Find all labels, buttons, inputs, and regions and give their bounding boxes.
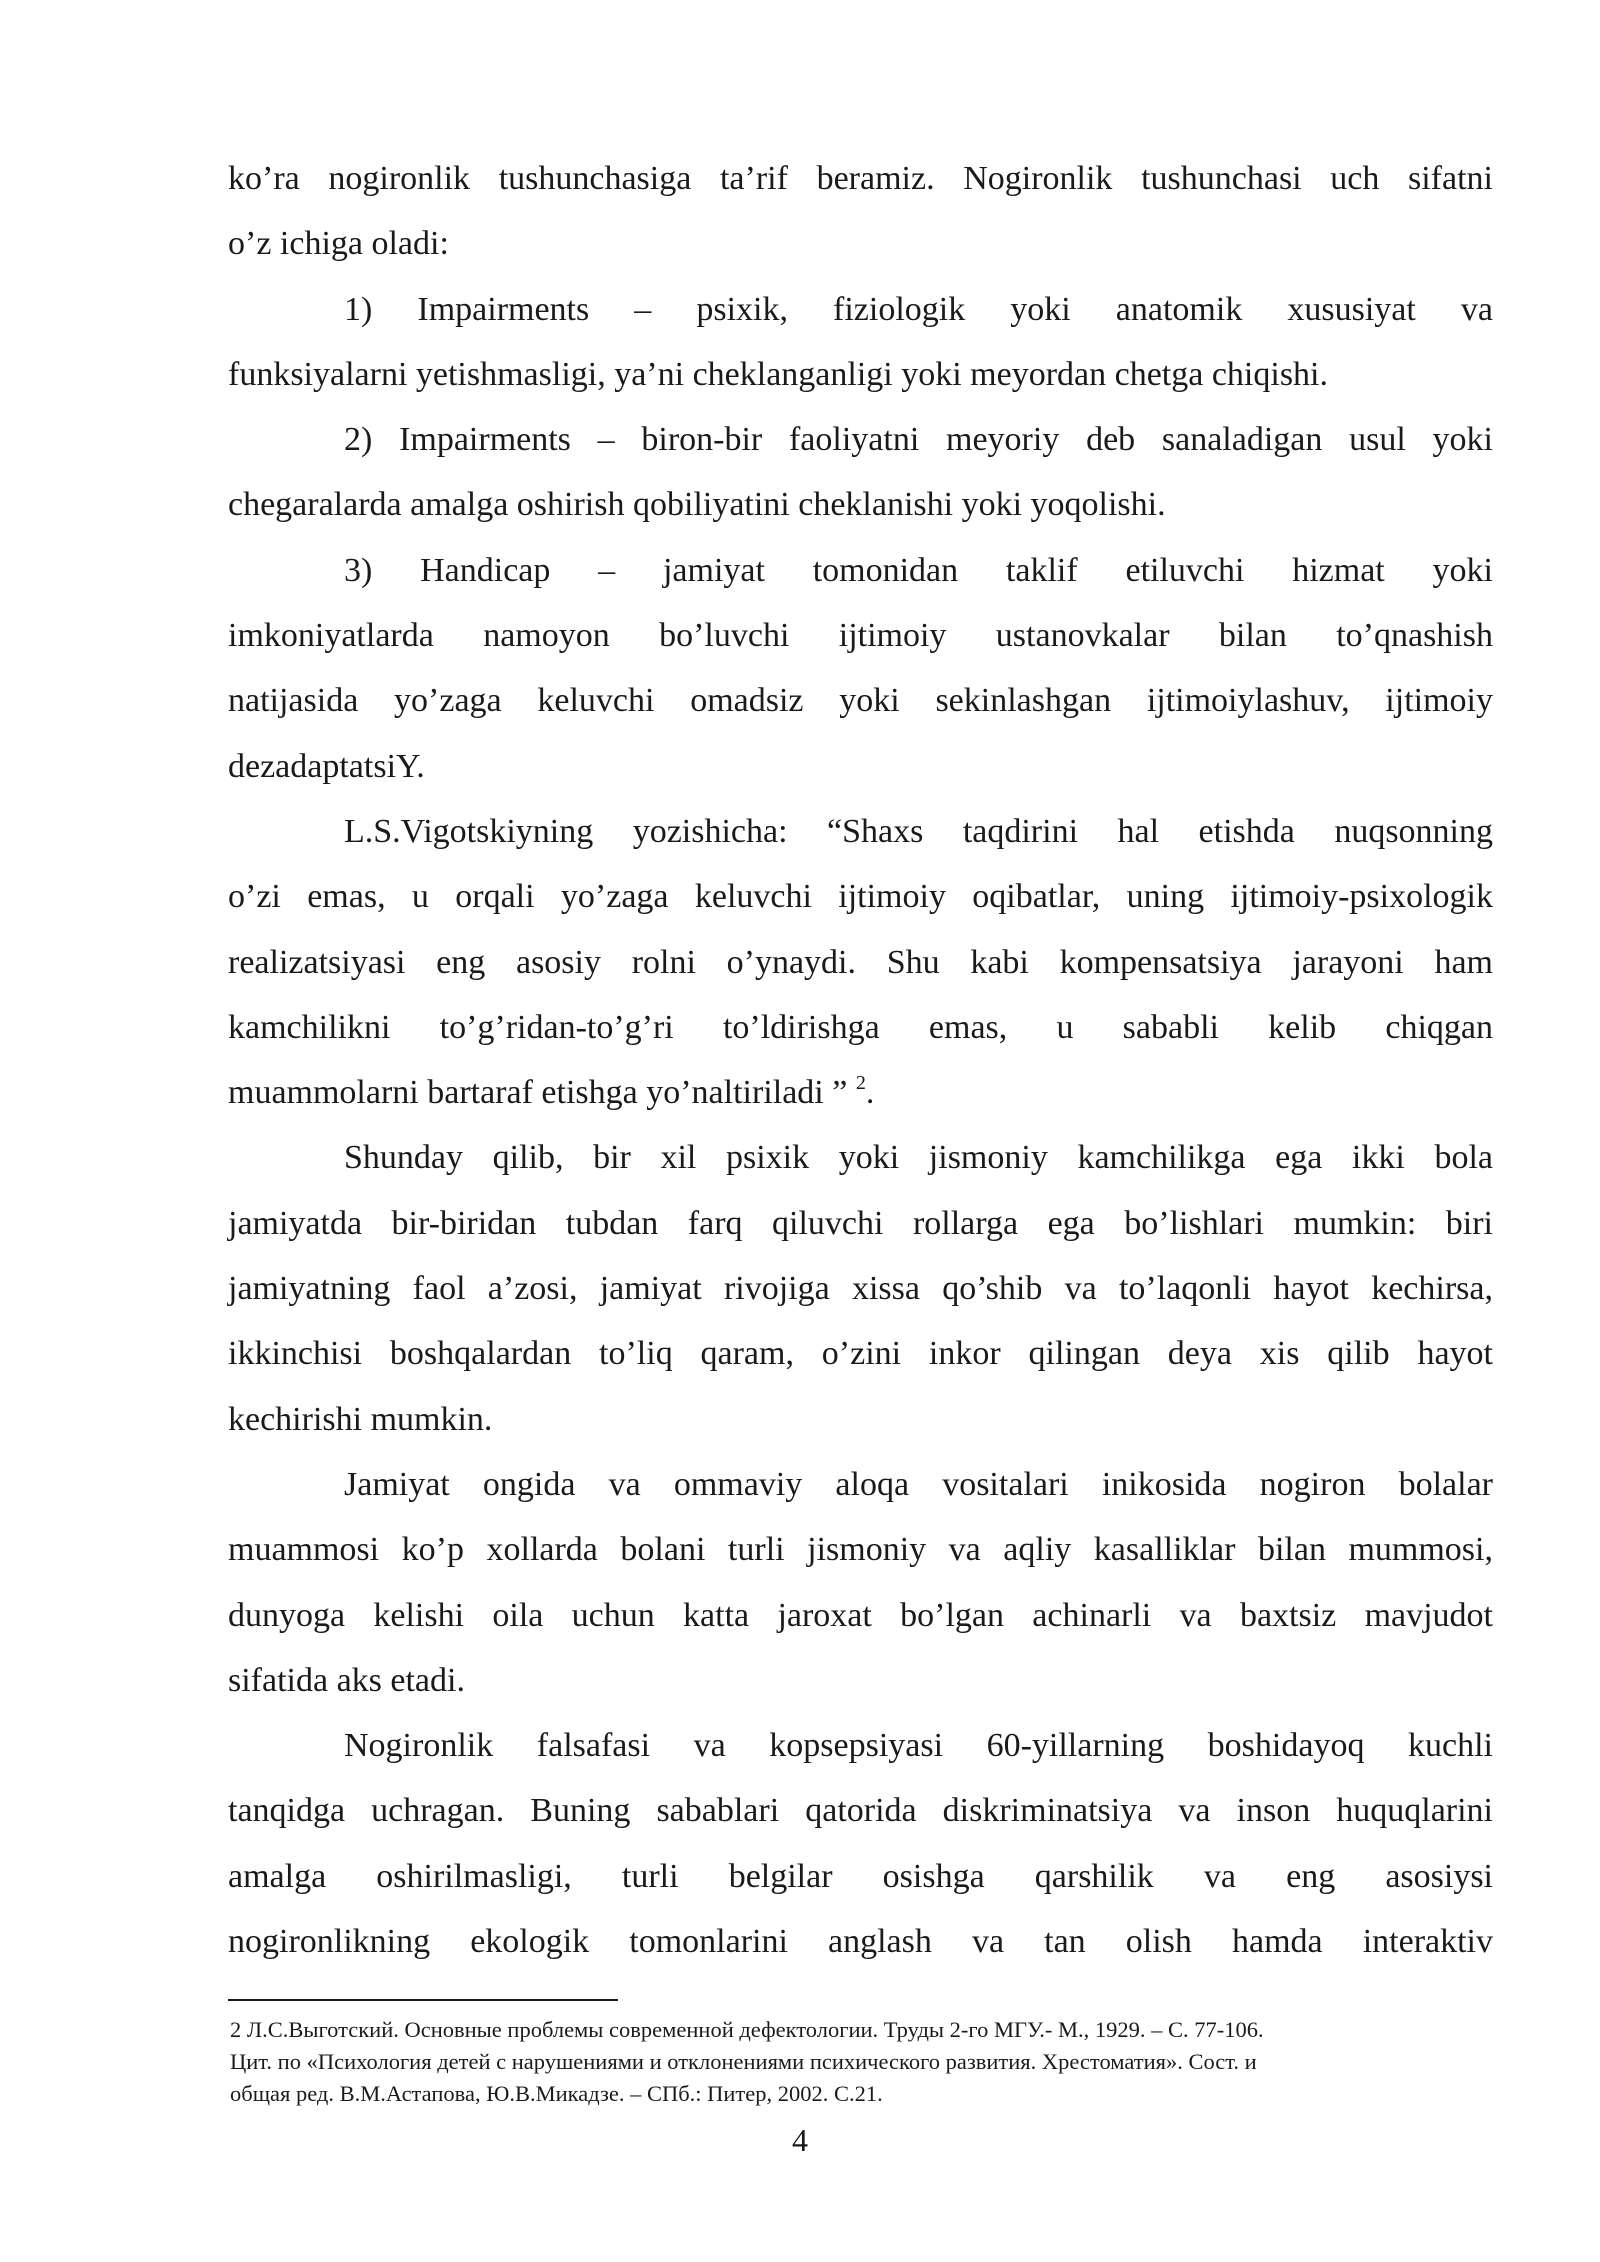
paragraph-first-line: Jamiyat ongida va ommaviy aloqa vositalari inikosida nogiron bolalar [344,1465,1493,1503]
body-text [228,146,1493,1974]
footnote-line: 2 Л.С.Выготский. Основные проблемы современной дефектологии. Труды 2-го МГУ.- М., 1929. – С. 77-106. [230,2017,1264,2042]
list-item-1-line: 1) Impairments – psixik, fiziologik yoki anatomik xususiyat va [344,290,1493,328]
list-item-2-line: 2) Impairments – biron-bir faoliyatni meyoriy deb sanaladigan usul yoki [344,421,1493,459]
text-line: dunyoga kelishi oila uchun katta jaroxat bo’lgan achinarli va baxtsiz mavjudot [228,1596,1493,1634]
text-line: chegaralarda amalga oshirish qobiliyatini cheklanishi yoki yoqolishi. [228,486,1166,524]
text-line: o’z ichiga oladi: [228,225,449,263]
page-number: 4 [792,2122,808,2158]
list-item-3-line: 3) Handicap – jamiyat tomonidan taklif etiluvchi hizmat yoki [344,551,1493,589]
footnote-line: Цит. по «Психология детей с нарушениями и отклонениями психического развития. Хрестоматия». Сост. и [230,2049,1257,2074]
text-line: jamiyatning faol a’zosi, jamiyat rivojiga xissa qo’shib va to’laqonli hayot kechirsa, [228,1270,1493,1308]
footnote-line: общая ред. В.М.Астапова, Ю.В.Микадзе. – СПб.: Питер, 2002. С.21. [230,2081,883,2106]
text-line: dezadaptatsiY. [228,747,425,785]
quote-end-text: muammolarni bartaraf etishga yo’naltiriladi ” [228,1074,848,1112]
text-line: kamchilikni to’g’ridan-to’g’ri to’ldirishga emas, u sababli kelib chiqgan [228,1008,1493,1046]
footnote [230,2014,1495,2110]
text-line: nogironlikning ekologik tomonlarini anglash va tan olish hamda interaktiv [228,1923,1493,1961]
text-line: jamiyatda bir-biridan tubdan farq qiluvchi rollarga ega bo’lishlari mumkin: biri [228,1204,1493,1242]
text-line: realizatsiyasi eng asosiy rolni o’ynaydi. Shu kabi kompensatsiya jarayoni ham [228,943,1493,981]
text-line: funksiyalarni yetishmasligi, ya’ni cheklanganligi yoki meyordan chetga chiqishi. [228,355,1329,393]
footnote-separator [228,1999,618,2001]
text-line-with-footnote-ref [228,1060,1493,1125]
text-line: imkoniyatlarda namoyon bo’luvchi ijtimoiy ustanovkalar bilan to’qnashish [228,617,1493,655]
text-line: natijasida yo’zaga keluvchi omadsiz yoki sekinlashgan ijtimoiylashuv, ijtimoiy [228,682,1493,720]
text-line: tanqidga uchragan. Buning sabablari qatorida diskriminatsiya va inson huquqlarini [228,1792,1493,1830]
paragraph-first-line: Shunday qilib, bir xil psixik yoki jismoniy kamchilikga ega ikki bola [344,1139,1493,1177]
text-line: ko’ra nogironlik tushunchasiga ta’rif beramiz. Nogironlik tushunchasi uch sifatni [228,160,1493,197]
text-line: amalga oshirilmasligi, turli belgilar osishga qarshilik va eng asosiysi [228,1857,1493,1895]
text-line: ikkinchisi boshqalardan to’liq qaram, o’zini inkor qilingan deya xis qilib hayot [228,1335,1493,1373]
paragraph-first-line: Nogironlik falsafasi va kopsepsiyasi 60-yillarning boshidayoq kuchli [344,1727,1493,1765]
text-line: kechirishi mumkin. [228,1400,493,1438]
text-line: muammosi ko’p xollarda bolani turli jismoniy va aqliy kasalliklar bilan mummosi, [228,1531,1493,1569]
paragraph-first-line: L.S.Vigotskiyning yozishicha: “Shaxs taqdirini hal etishda nuqsonning [344,812,1493,850]
footnote-ref-suffix: . [865,1074,875,1112]
text-line: sifatida aks etadi. [228,1661,465,1699]
text-line: o’zi emas, u orqali yo’zaga keluvchi ijtimoiy oqibatlar, uning ijtimoiy-psixologik [228,878,1493,916]
footnote-reference[interactable]: 2 [855,1072,866,1095]
